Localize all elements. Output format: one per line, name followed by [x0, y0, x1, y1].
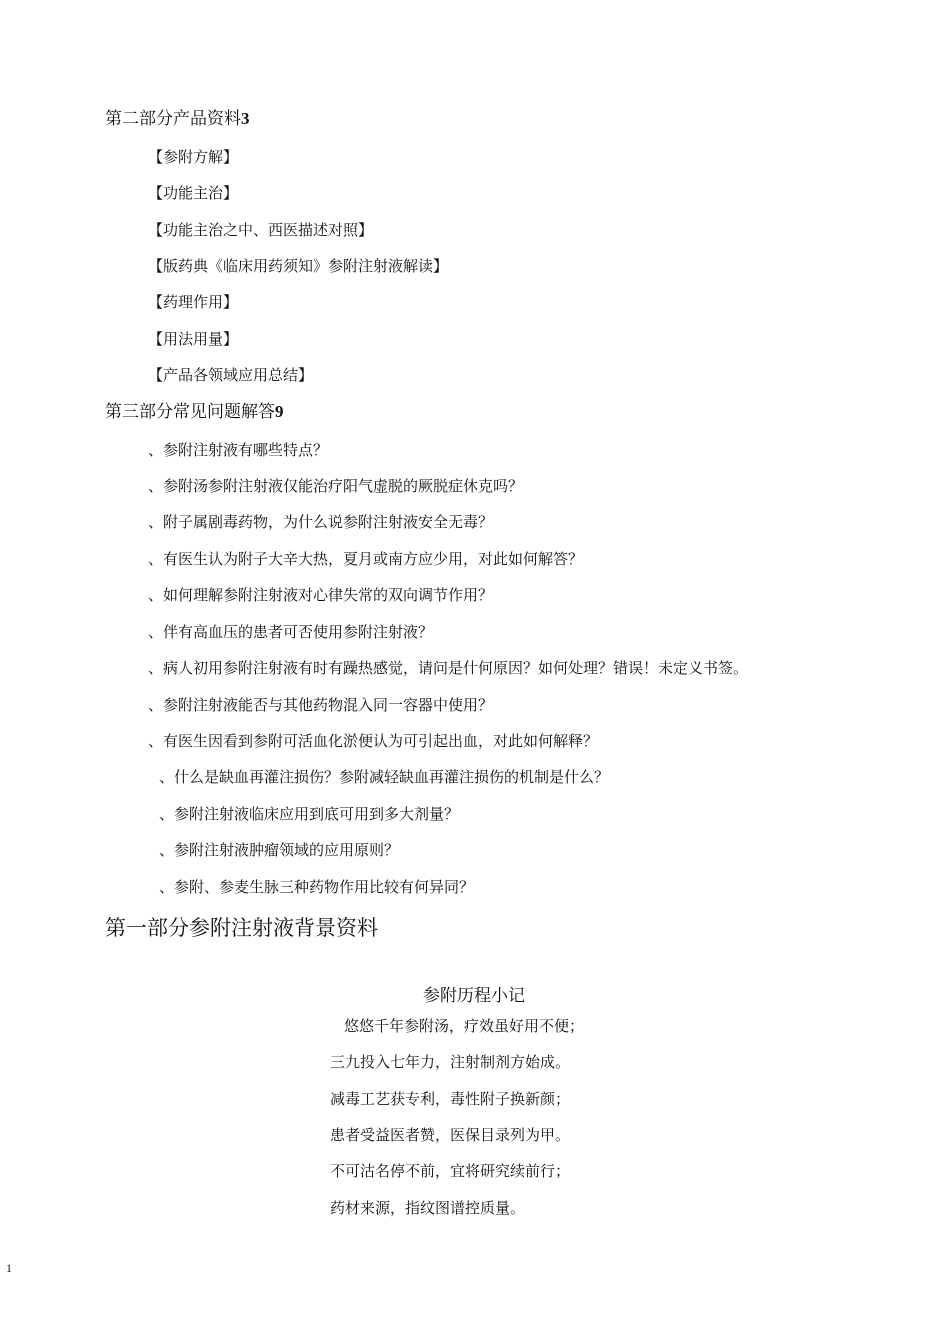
- toc-item: 【用法用量】: [148, 330, 239, 348]
- section2-page-number: 3: [241, 109, 250, 128]
- poem-line: 减毒工艺获专利，毒性附子换新颜；: [330, 1090, 571, 1108]
- page-number: 1: [6, 1261, 12, 1275]
- faq-item: 、如何理解参附注射液对心律失常的双向调节作用？: [148, 586, 494, 604]
- toc-item: 【产品各领域应用总结】: [148, 366, 314, 384]
- faq-item: 、伴有高血压的患者可否使用参附注射液？: [148, 623, 434, 641]
- faq-item: 、参附注射液能否与其他药物混入同一容器中使用？: [148, 696, 494, 714]
- section3-heading: [105, 397, 284, 422]
- toc-item: 【功能主治之中、西医描述对照】: [148, 221, 374, 239]
- toc-item: 【版药典《临床用药须知》参附注射液解读】: [148, 257, 449, 275]
- faq-item: 、什么是缺血再灌注损伤？参附减轻缺血再灌注损伤的机制是什么？: [159, 768, 610, 786]
- faq-item: 、有医生因看到参附可活血化淤便认为可引起出血，对此如何解释？: [148, 732, 599, 750]
- toc-item: 【功能主治】: [148, 184, 239, 202]
- faq-item: 、有医生认为附子大辛大热，夏月或南方应少用，对此如何解答？: [148, 550, 584, 568]
- faq-item: 、参附注射液临床应用到底可用到多大剂量？: [159, 805, 460, 823]
- poem-line: 悠悠千年参附汤，疗效虽好用不便；: [344, 1017, 585, 1035]
- poem-line: 不可沽名停不前，宜将研究续前行；: [330, 1162, 571, 1180]
- toc-item: 【参附方解】: [148, 148, 239, 166]
- faq-item: 、附子属剧毒药物，为什么说参附注射液安全无毒？: [148, 513, 494, 531]
- faq-item: 、参附注射液肿瘤领域的应用原则？: [159, 841, 400, 859]
- poem-title: 参附历程小记: [423, 986, 525, 1006]
- section3-heading-text: 第三部分常见问题解答: [105, 402, 275, 422]
- faq-item: 、参附、参麦生脉三种药物作用比较有何异同？: [159, 878, 475, 896]
- toc-item: 【药理作用】: [148, 293, 239, 311]
- section2-heading-text: 第二部分产品资料: [105, 109, 241, 129]
- poem-line: 患者受益医者赞，医保目录列为甲。: [330, 1126, 571, 1144]
- section1-heading: 第一部分参附注射液背景资料: [105, 916, 378, 940]
- faq-item: 、参附注射液有哪些特点？: [148, 441, 329, 459]
- section3-page-number: 9: [275, 402, 284, 421]
- faq-item: 、病人初用参附注射液有时有躁热感觉，请问是什何原因？如何处理？错误！未定义书签。: [148, 659, 749, 677]
- poem-line: 药材来源，指纹图谱控质量。: [330, 1199, 526, 1217]
- faq-item: 、参附汤参附注射液仅能治疗阳气虚脱的厥脱症休克吗？: [148, 477, 524, 495]
- poem-line: 三九投入七年力，注射制剂方始成。: [330, 1053, 571, 1071]
- section2-heading: [105, 104, 250, 129]
